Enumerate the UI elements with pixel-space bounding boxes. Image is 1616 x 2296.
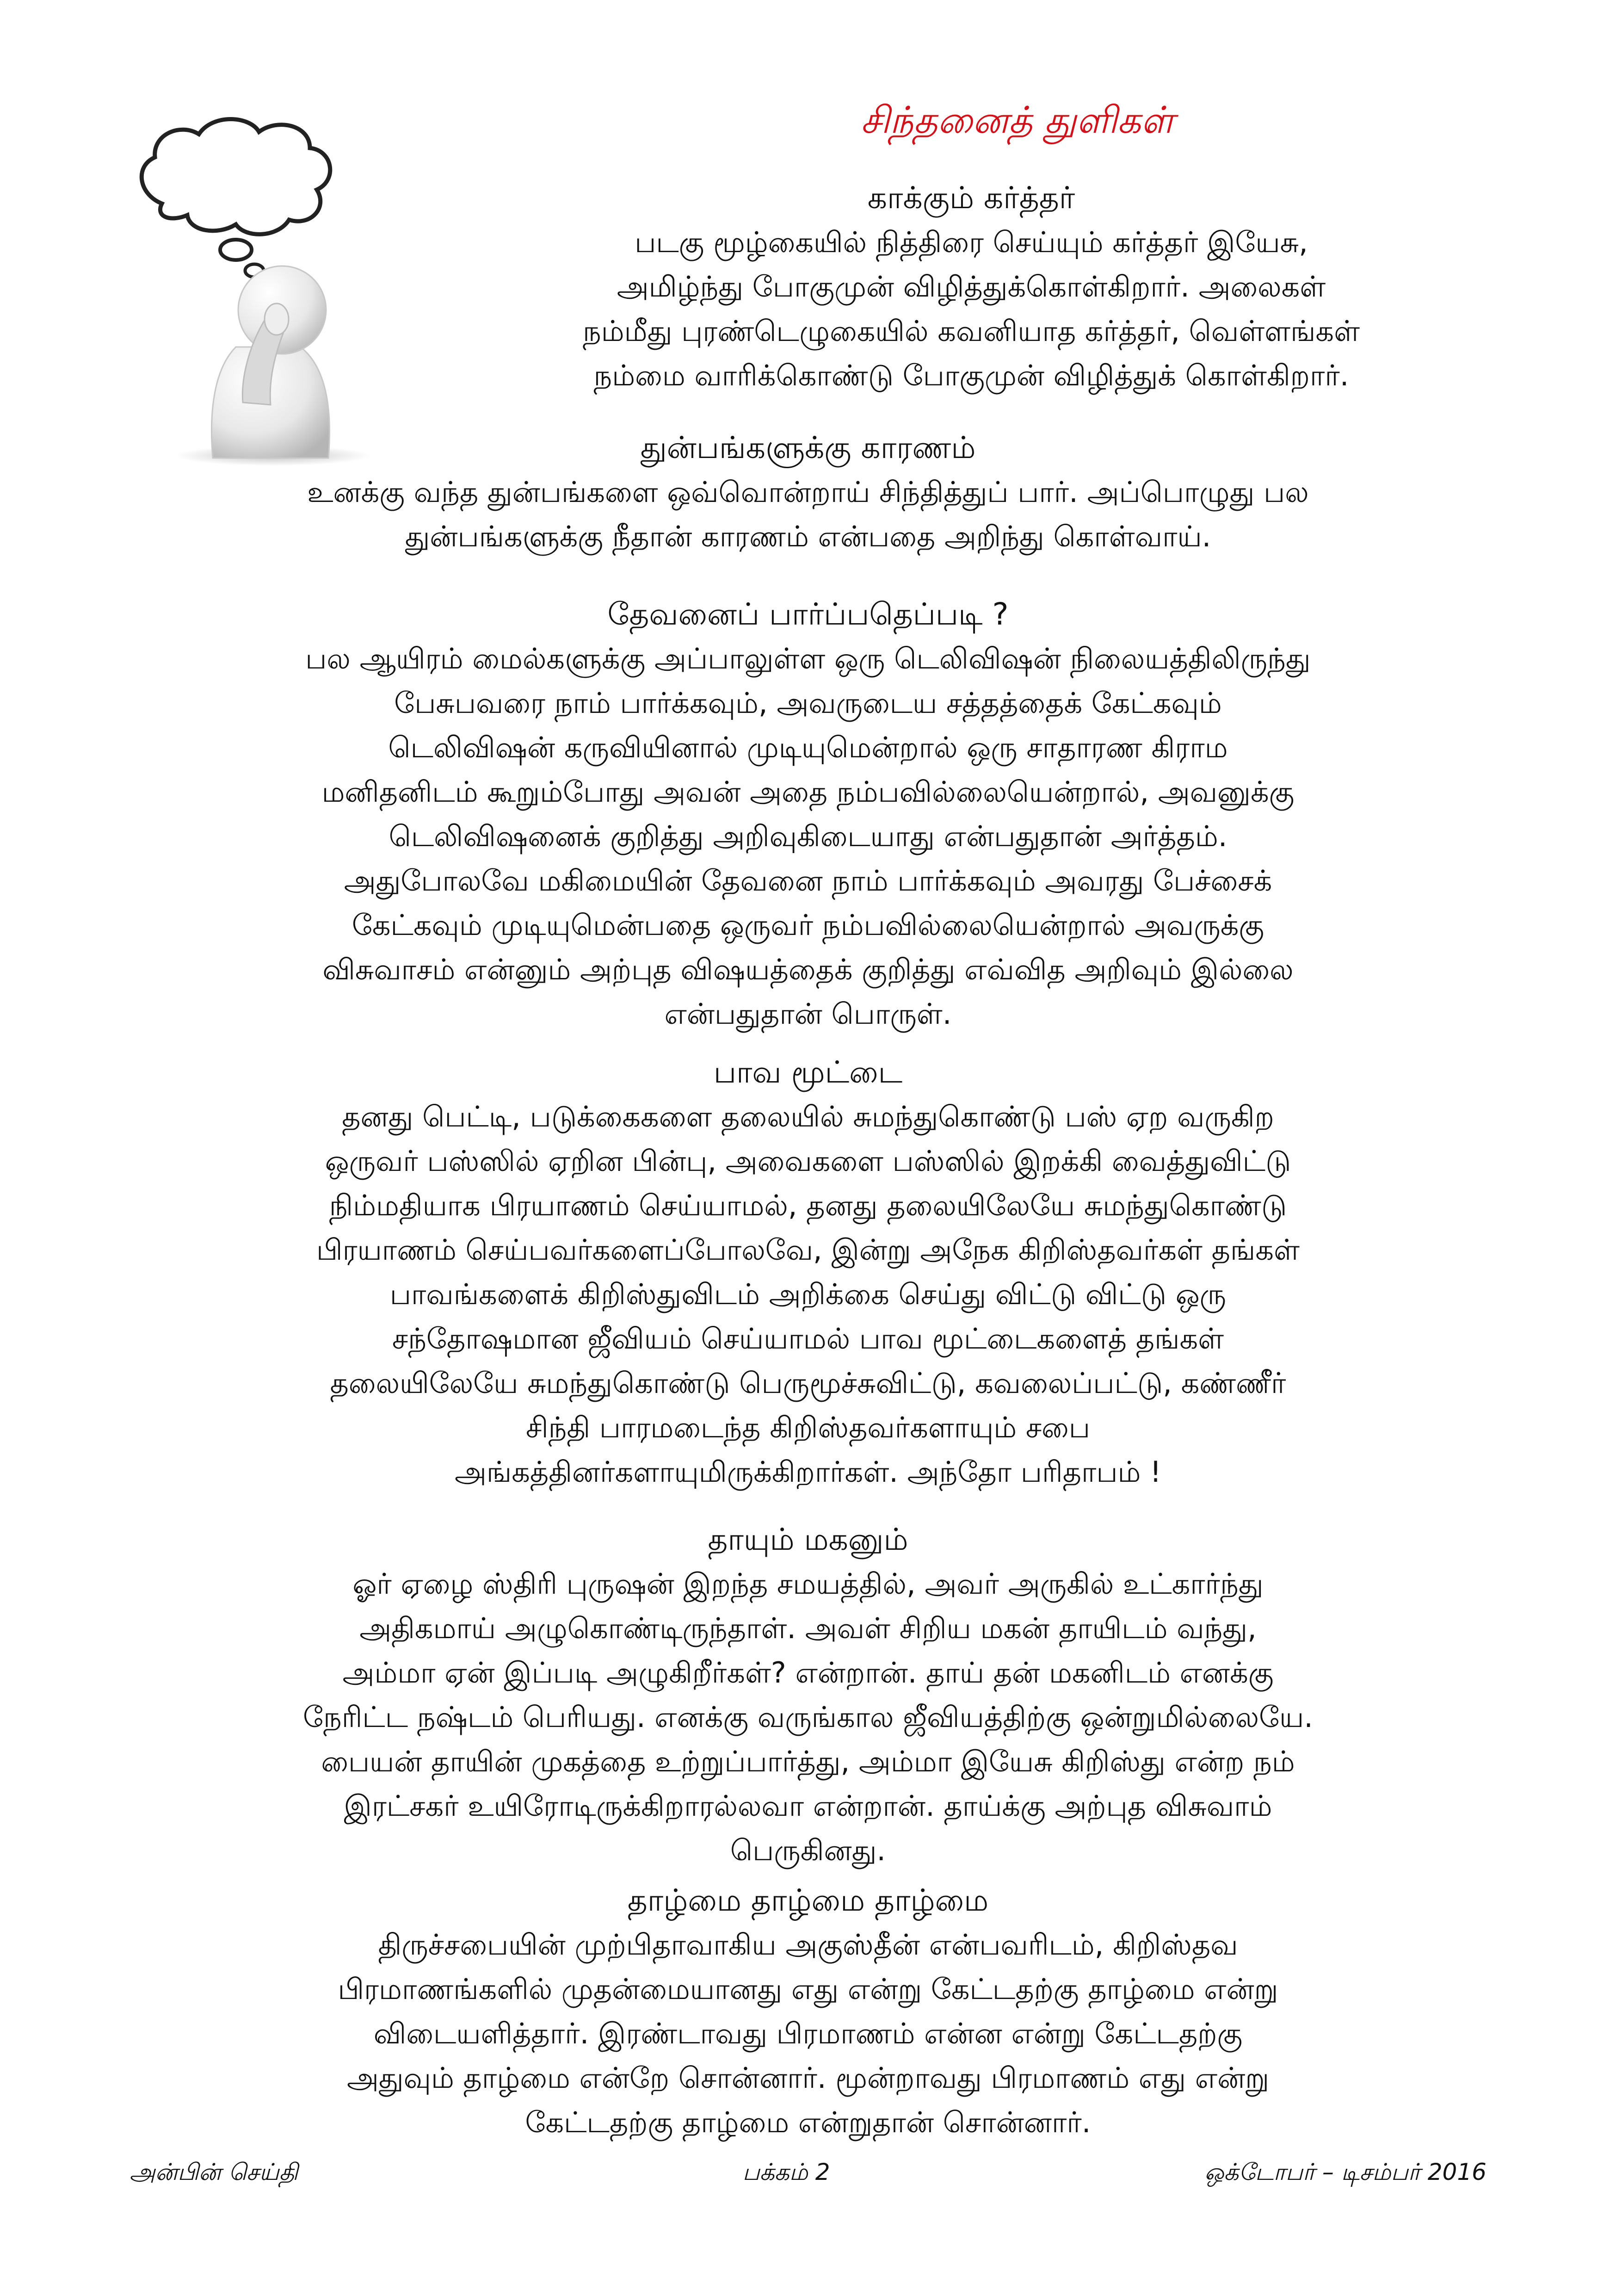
text-line: படகு மூழ்கையில் நித்திரை செய்யும் கர்த்தர் இயேசு,: [635, 225, 1308, 259]
text-line: விடையளித்தார். இரண்டாவது பிரமாணம் என்ன என்று கேட்டதற்கு: [373, 2017, 1243, 2050]
footer-page-number: பக்கம் 2: [742, 2159, 830, 2185]
section-paava-moottai: [93, 1050, 1523, 1494]
text-line: ஒருவர் பஸ்ஸில் ஏறின பின்பு, அவைகளை பஸ்ஸில் இறக்கி வைத்துவிட்டு: [325, 1144, 1291, 1178]
text-line: துன்பங்களுக்கு நீதான் காரணம் என்பதை அறிந்து கொள்வாய்.: [405, 520, 1211, 553]
text-line: அமிழ்ந்து போகுமுன் விழித்துக்கொள்கிறார். அலைகள்: [617, 270, 1326, 303]
footer-issue-date: ஒக்டோபர் – டிசம்பர் 2016: [1204, 2159, 1486, 2185]
section-thevanai-paarppathu: [93, 592, 1523, 1036]
text-line: டெலிவிஷனைக் குறித்து அறிவுகிடையாது என்பதுதான் அர்த்தம்.: [389, 819, 1227, 853]
text-line: தலையிலேயே சுமந்துகொண்டு பெருமூச்சுவிட்டு, கவலைப்பட்டு, கண்ணீர்: [330, 1366, 1286, 1400]
text-line: தனது பெட்டி, படுக்கைகளை தலையில் சுமந்துகொண்டு பஸ் ஏற வருகிற: [342, 1100, 1274, 1133]
text-line: பேசுபவரை நாம் பார்க்கவும், அவருடைய சத்தத்தைக் கேட்கவும்: [394, 686, 1222, 720]
text-line: அதுபோலவே மகிமையின் தேவனை நாம் பார்க்கவும் அவரது பேச்சைக்: [344, 864, 1272, 897]
text-line: அம்மா ஏன் இப்படி அழுகிறீர்கள்? என்றான். தாய் தன் மகனிடம் எனக்கு: [342, 1656, 1274, 1690]
text-line: அதிகமாய் அழுகொண்டிருந்தாள். அவள் சிறிய மகன் தாயிடம் வந்து,: [359, 1611, 1257, 1645]
page-title: சிந்தனைத் துளிகள்: [860, 99, 1175, 142]
text-line: நம்மை வாரிக்கொண்டு போகுமுன் விழித்துக் கொள்கிறார்.: [593, 359, 1349, 392]
section-thaazhmai: [93, 1878, 1523, 2145]
text-line: இரட்சகர் உயிரோடிருக்கிறாரல்லவா என்றான். தாய்க்கு அற்புத விசுவாம்: [344, 1789, 1272, 1823]
section-heading: காக்கும் கர்த்தர்: [867, 180, 1075, 216]
section-heading: துன்பங்களுக்கு காரணம்: [640, 430, 976, 465]
text-line: பல ஆயிரம் மைல்களுக்கு அப்பாலுள்ள ஒரு டெலிவிஷன் நிலையத்திலிருந்து: [305, 642, 1311, 675]
text-line: என்பதுதான் பொருள்.: [664, 997, 952, 1031]
text-line: அங்கத்தினர்களாயுமிருக்கிறார்கள். அந்தோ பரிதாபம் !: [455, 1455, 1161, 1489]
thinking-person-illustration: [130, 116, 389, 467]
section-heading: தாழ்மை தாழ்மை தாழ்மை: [627, 1882, 989, 1918]
section-thaayum-maganum: [93, 1517, 1523, 1873]
section-heading: தாயும் மகனும்: [708, 1522, 908, 1557]
text-line: நேரிட்ட நஷ்டம் பெரியது. எனக்கு வருங்கால ஜீவியத்திற்கு ஒன்றுமில்லையே.: [303, 1700, 1313, 1734]
text-line: பாவங்களைக் கிறிஸ்துவிடம் அறிக்கை செய்து விட்டு விட்டு ஒரு: [389, 1277, 1227, 1311]
text-line: டெலிவிஷன் கருவியினால் முடியுமென்றால் ஒரு சாதாரண கிராம: [388, 730, 1228, 764]
text-line: அதுவும் தாழ்மை என்றே சொன்னார். மூன்றாவது பிரமாணம் எது என்று: [346, 2061, 1270, 2095]
thought-bubble-icon: [142, 119, 330, 278]
text-line: பையன் தாயின் முகத்தை உற்றுப்பார்த்து, அம்மா இயேசு கிறிஸ்து என்ற நம்: [321, 1745, 1295, 1778]
text-line: கேட்கவும் முடியுமென்பதை ஒருவர் நம்பவில்லையென்றால் அவருக்கு: [352, 908, 1264, 942]
section-heading: தேவனைப் பார்ப்பதெப்படி ?: [607, 596, 1009, 632]
text-line: மனிதனிடம் கூறும்போது அவன் அதை நம்பவில்லையென்றால், அவனுக்கு: [321, 775, 1295, 809]
text-line: விசுவாசம் என்னும் அற்புத விஷயத்தைக் குறித்து எவ்வித அறிவும் இல்லை: [322, 953, 1294, 986]
text-line: பிரமாணங்களில் முதன்மையானது எது என்று கேட்டதற்கு தாழ்மை என்று: [338, 1972, 1278, 2006]
section-thunbangalukku-kaaranam: [93, 426, 1523, 559]
text-line: ஓர் ஏழை ஸ்திரி புருஷன் இறந்த சமயத்தில், அவர் அருகில் உட்கார்ந்து: [352, 1567, 1264, 1601]
text-line: பெருகினது.: [730, 1833, 886, 1867]
text-line: பிரயாணம் செய்பவர்களைப்போலவே, இன்று அநேக கிறிஸ்தவர்கள் தங்கள்: [316, 1233, 1300, 1267]
section-heading: பாவ மூட்டை: [713, 1054, 903, 1090]
footer-publication-name: அன்பின் செய்தி: [130, 2159, 298, 2185]
text-line: உனக்கு வந்த துன்பங்களை ஒவ்வொன்றாய் சிந்தித்துப் பார். அப்பொழுது பல: [307, 475, 1309, 509]
text-line: சிந்தி பாரமடைந்த கிறிஸ்தவர்களாயும் சபை: [526, 1411, 1090, 1444]
section-kaakkum-karththar: [416, 176, 1526, 398]
text-line: கேட்டதற்கு தாழ்மை என்றுதான் சொன்னார்.: [525, 2105, 1091, 2139]
text-line: நிம்மதியாக பிரயாணம் செய்யாமல், தனது தலையிலேயே சுமந்துகொண்டு: [329, 1188, 1287, 1222]
text-line: நம்மீது புரண்டெழுகையில் கவனியாத கர்த்தர், வெள்ளங்கள்: [582, 314, 1360, 348]
text-line: திருச்சபையின் முற்பிதாவாகிய அகுஸ்தீன் என்பவரிடம், கிறிஸ்தவ: [378, 1928, 1238, 1962]
text-line: சந்தோஷமான ஜீவியம் செய்யாமல் பாவ மூட்டைகளைத் தங்கள்: [392, 1322, 1224, 1355]
